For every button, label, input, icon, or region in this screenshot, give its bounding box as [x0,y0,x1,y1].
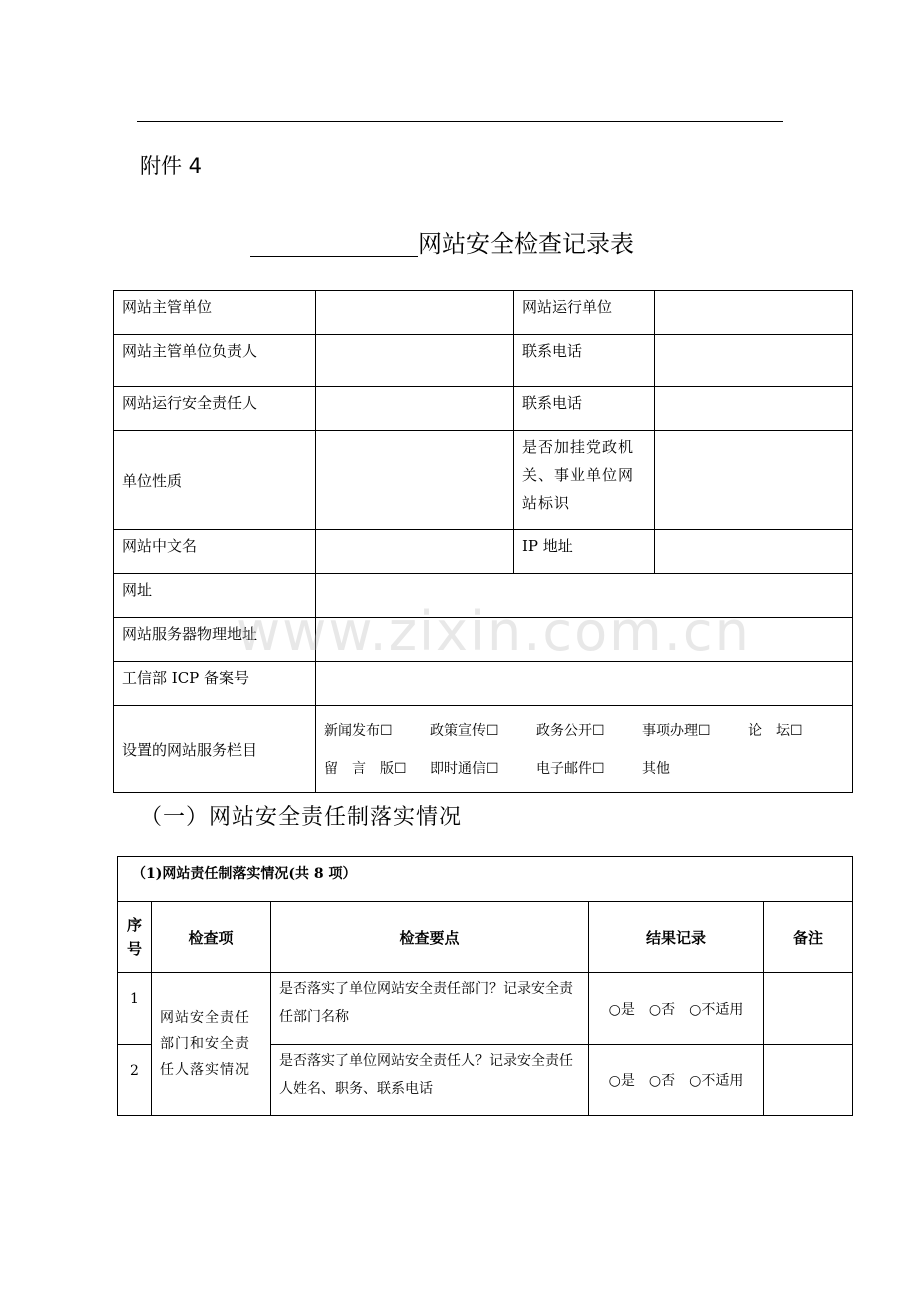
value-cell[interactable] [316,291,514,335]
services-cell [316,706,853,793]
service-checkbox[interactable]: 新闻发布☐ [324,723,393,739]
service-other-label[interactable]: 其他 [642,761,670,777]
label-cell: IP 地址 [514,530,655,574]
value-cell[interactable] [316,530,514,574]
row-seq: 1 [118,973,152,1045]
label-cell: 是否加挂党政机关、事业单位网站标识 [514,431,655,530]
header-seq: 序号 [118,902,152,973]
service-checkbox[interactable]: 留 言 版☐ [324,761,407,777]
table-row [114,662,853,706]
check-point: 是否落实了单位网站安全责任人？记录安全责任人姓名、职务、联系电话 [271,1045,589,1116]
label-cell: 网址 [114,574,316,618]
table-row [114,335,853,387]
label-cell: 网站运行单位 [514,291,655,335]
table-row [114,574,853,618]
label-cell: 网站中文名 [114,530,316,574]
table-row [114,431,853,530]
value-cell[interactable] [316,335,514,387]
title-blank-line[interactable] [250,256,418,257]
header-item: 检查项 [152,902,271,973]
header-result: 结果记录 [589,902,764,973]
attachment-label: 附件 4 [140,154,203,178]
value-cell[interactable] [316,662,853,706]
value-cell[interactable] [316,431,514,530]
label-cell: 网站运行安全责任人 [114,387,316,431]
table-row [114,291,853,335]
label-cell: 联系电话 [514,387,655,431]
header-row [118,902,853,973]
top-rule [137,121,783,122]
check-table [117,856,853,1116]
check-item: 网站安全责任部门和安全责任人落实情况 [152,973,271,1116]
table-row [114,618,853,662]
value-cell[interactable] [655,335,853,387]
label-cell: 单位性质 [114,431,316,530]
service-checkbox[interactable]: 政务公开☐ [536,723,605,739]
value-cell[interactable] [316,618,853,662]
label-cell: 设置的网站服务栏目 [114,706,316,793]
header-note: 备注 [764,902,853,973]
value-cell[interactable] [655,530,853,574]
value-cell[interactable] [655,291,853,335]
check-point: 是否落实了单位网站安全责任部门？记录安全责任部门名称 [271,973,589,1045]
label-cell: 网站主管单位 [114,291,316,335]
result-options[interactable]: ○是 ○否 ○不适用 [589,973,764,1045]
result-options[interactable]: ○是 ○否 ○不适用 [589,1045,764,1116]
value-cell[interactable] [316,574,853,618]
label-cell: 联系电话 [514,335,655,387]
subheader: （1)网站责任制落实情况(共 8 项） [118,857,853,902]
watermark: www.zixin.com.cn [236,600,751,663]
note-cell[interactable] [764,973,853,1045]
label-cell: 网站服务器物理地址 [114,618,316,662]
service-checkbox[interactable]: 政策宣传☐ [430,723,499,739]
page-title [250,224,634,260]
info-table [113,290,853,793]
table-row [114,530,853,574]
service-checkbox[interactable]: 即时通信☐ [430,761,499,777]
label-cell: 网站主管单位负责人 [114,335,316,387]
service-checkbox[interactable]: 论 坛☐ [748,723,803,739]
services-row [324,758,844,778]
note-cell[interactable] [764,1045,853,1116]
label-cell: 工信部 ICP 备案号 [114,662,316,706]
service-checkbox[interactable]: 电子邮件☐ [536,761,605,777]
header-points: 检查要点 [271,902,589,973]
row-seq: 2 [118,1045,152,1116]
section-title: （一）网站安全责任制落实情况 [140,805,463,830]
services-row [324,720,844,740]
table-row [114,387,853,431]
value-cell[interactable] [655,431,853,530]
table-row [118,973,853,1045]
service-checkbox[interactable]: 事项办理☐ [642,723,711,739]
table-row [118,857,853,902]
title-text: 网站安全检查记录表 [418,230,634,258]
table-row [114,706,853,793]
value-cell[interactable] [655,387,853,431]
value-cell[interactable] [316,387,514,431]
